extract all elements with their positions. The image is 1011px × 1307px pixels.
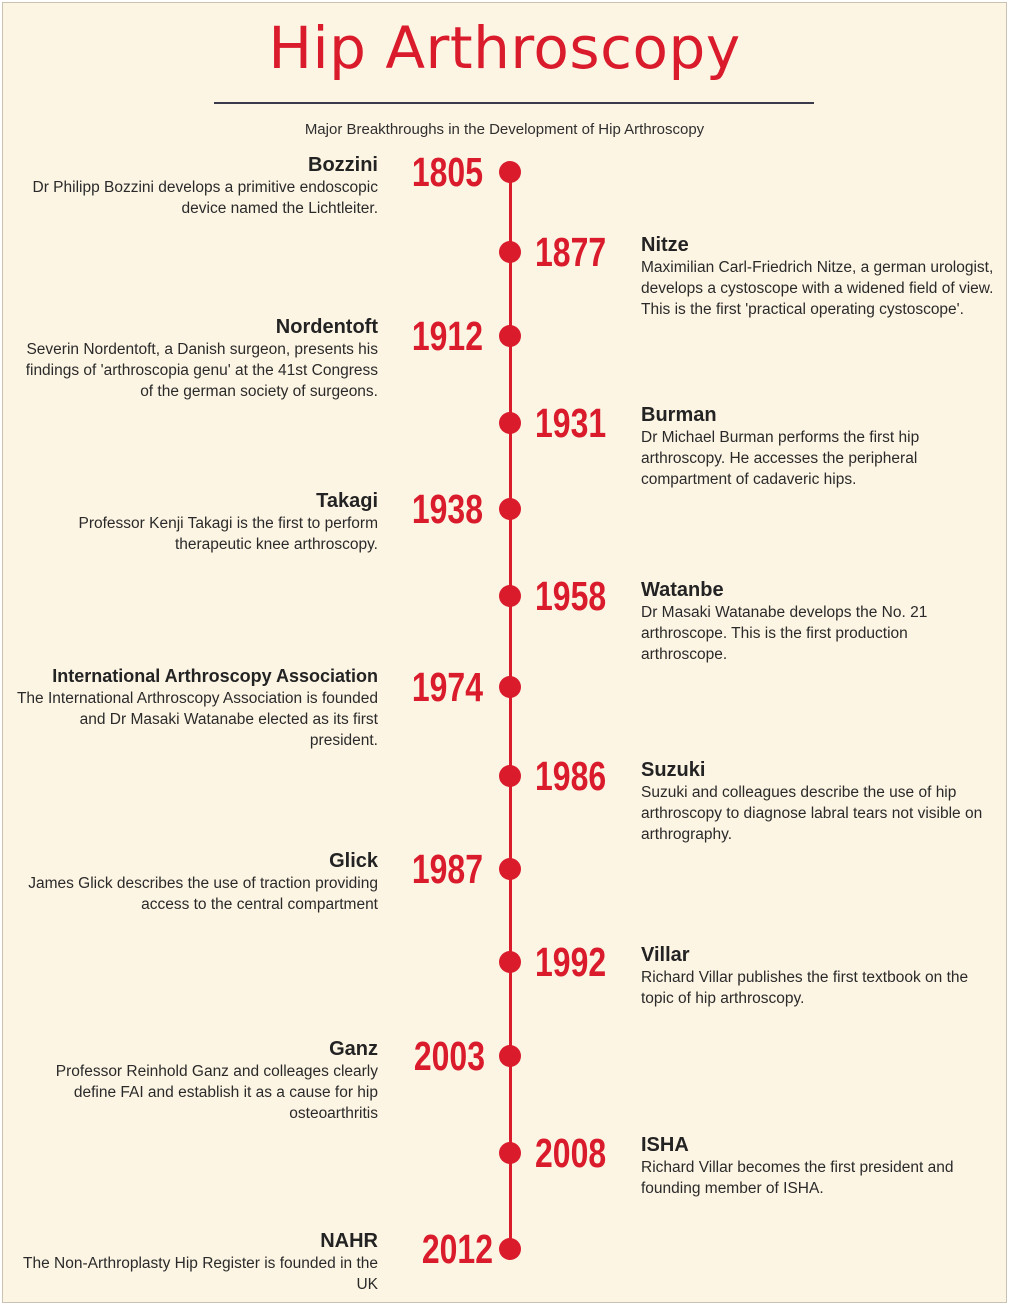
entry-name: ISHA [641, 1134, 689, 1156]
entry-name: Suzuki [641, 759, 706, 781]
timeline-entry [23, 315, 378, 402]
entry-name: Ganz [329, 1038, 378, 1060]
timeline-year: 1938 [411, 486, 483, 532]
entry-name: Watanbe [641, 579, 724, 601]
timeline-year: 2012 [421, 1226, 493, 1272]
timeline-entry [641, 758, 991, 845]
timeline-dot [499, 1045, 521, 1067]
timeline-entry [23, 849, 378, 915]
timeline-year: 1986 [535, 753, 607, 799]
entry-description: Dr Masaki Watanabe develops the No. 21 arthroscope. This is the first production arthroscope. [641, 604, 928, 663]
entry-description: Professor Kenji Takagi is the first to perform therapeutic knee arthroscopy. [78, 515, 378, 553]
timeline-year: 1805 [411, 149, 483, 195]
entry-name: Nitze [641, 234, 689, 256]
timeline-entry [641, 943, 999, 1009]
timeline-dot [499, 412, 521, 434]
entry-description: The Non-Arthroplasty Hip Register is founded in the UK [23, 1255, 378, 1293]
entry-name: International Arthroscopy Association [52, 666, 378, 686]
entry-name: Villar [641, 944, 690, 966]
timeline-dot [499, 585, 521, 607]
timeline-year: 2003 [413, 1033, 485, 1079]
timeline-entry [641, 233, 999, 320]
timeline-dot [499, 498, 521, 520]
timeline-year: 1912 [411, 313, 483, 359]
timeline-dot [499, 1238, 521, 1260]
timeline-dot [499, 241, 521, 263]
timeline-dot [499, 161, 521, 183]
timeline-entry [641, 403, 971, 490]
timeline-year: 1958 [535, 573, 607, 619]
entry-description: Maximilian Carl-Friedrich Nitze, a german urologist, develops a cystoscope with a widened field of view. This is the first 'practical operating cystoscope'. [641, 259, 994, 318]
timeline-entry [641, 578, 981, 665]
timeline-year: 1931 [535, 400, 607, 446]
timeline-entry [23, 153, 378, 219]
entry-name: Burman [641, 404, 717, 426]
page-subtitle: Major Breakthroughs in the Development of Hip Arthroscopy [304, 121, 705, 138]
timeline-entry [23, 489, 378, 555]
entry-description: Richard Villar becomes the first president and founding member of ISHA. [641, 1159, 954, 1197]
entry-name: NAHR [320, 1230, 378, 1252]
timeline-year: 1877 [535, 229, 607, 275]
entry-description: The International Arthroscopy Association is founded and Dr Masaki Watanabe elected as its first president. [16, 690, 378, 749]
entry-description: James Glick describes the use of traction providing access to the central compartment [28, 875, 378, 913]
timeline-dot [499, 951, 521, 973]
infographic-canvas [2, 2, 1007, 1303]
timeline-dot [499, 858, 521, 880]
timeline-year: 1992 [535, 939, 607, 985]
timeline-year: 2008 [535, 1130, 607, 1176]
timeline-dot [499, 1142, 521, 1164]
entry-name: Glick [329, 850, 378, 872]
entry-name: Bozzini [308, 154, 378, 176]
timeline-entry [23, 1229, 378, 1295]
timeline-entry [13, 664, 378, 751]
timeline-year: 1987 [411, 846, 483, 892]
timeline-entry [23, 1037, 378, 1124]
entry-description: Severin Nordentoft, a Danish surgeon, presents his findings of 'arthroscopia genu' at the 41st Congress of the german society of surgeons. [25, 341, 378, 400]
page-title: Hip Arthroscopy [268, 14, 741, 82]
entry-description: Richard Villar publishes the first textbook on the topic of hip arthroscopy. [641, 969, 969, 1007]
timeline-year: 1974 [411, 664, 483, 710]
entry-description: Dr Michael Burman performs the first hip arthroscopy. He accesses the peripheral compartment of cadaveric hips. [641, 429, 920, 488]
timeline-entry [641, 1133, 999, 1199]
entry-name: Nordentoft [275, 316, 378, 338]
entry-description: Professor Reinhold Ganz and colleages clearly define FAI and establish it as a cause for hip osteoarthritis [55, 1063, 378, 1122]
title-divider [214, 102, 814, 104]
timeline-dot [499, 676, 521, 698]
entry-description: Suzuki and colleagues describe the use of hip arthroscopy to diagnose labral tears not visible on arthrography. [641, 784, 983, 843]
timeline-dot [499, 765, 521, 787]
entry-name: Takagi [316, 490, 378, 512]
timeline-dot [499, 325, 521, 347]
entry-description: Dr Philipp Bozzini develops a primitive endoscopic device named the Lichtleiter. [32, 179, 378, 217]
